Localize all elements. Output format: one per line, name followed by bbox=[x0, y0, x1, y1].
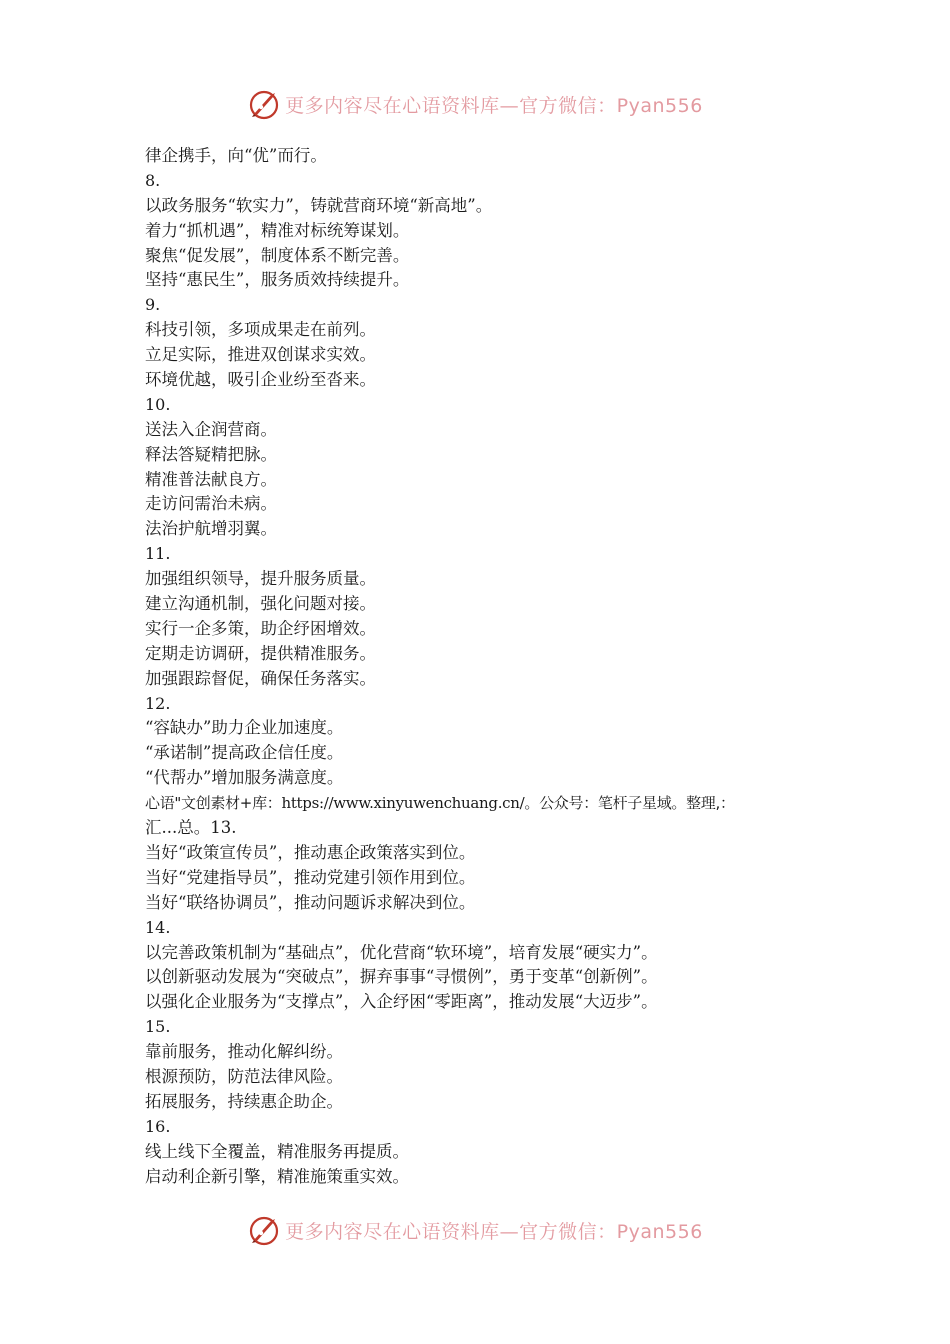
text-line: 当好“党建指导员”，推动党建引领作用到位。 bbox=[145, 867, 476, 887]
section-number: 10. bbox=[145, 394, 171, 414]
note-suffix: 。公众号：笔杆子星域。整理,： bbox=[524, 794, 735, 813]
section-number: 11. bbox=[145, 544, 171, 564]
text-line: 坚持“惠民生”，服务质效持续提升。 bbox=[145, 270, 410, 290]
section-number: 12. bbox=[145, 693, 171, 713]
section-number: 9. bbox=[145, 295, 161, 315]
section-number: 14. bbox=[145, 917, 171, 937]
text-line: 以政务服务“软实力”，铸就营商环境“新高地”。 bbox=[145, 195, 493, 215]
text-line: 律企携手，向“优”而行。 bbox=[145, 146, 327, 165]
text-line: 根源预防，防范法律风险。 bbox=[145, 1066, 343, 1086]
wechat-id: Pyan556 bbox=[616, 1220, 703, 1243]
wechat-id: Pyan556 bbox=[616, 94, 703, 117]
text-line: 加强跟踪督促，确保任务落实。 bbox=[145, 668, 376, 688]
note-prefix: 心语"文创素材+库： bbox=[145, 794, 282, 813]
text-line: 精准普法献良方。 bbox=[145, 469, 277, 489]
text-line: 定期走访调研，提供精准服务。 bbox=[145, 643, 376, 663]
text-line: 建立沟通机制，强化问题对接。 bbox=[145, 594, 376, 614]
text-line: “容缺办”助力企业加速度。 bbox=[145, 718, 344, 738]
text-line: 着力“抓机遇”，精准对标统筹谋划。 bbox=[145, 220, 410, 240]
text-line: 以完善政策机制为“基础点”，优化营商“软环境”，培育发展“硬实力”。 bbox=[145, 942, 658, 962]
banner-text: 更多内容尽在心语资料库—官方微信：Pyan556 bbox=[285, 94, 703, 117]
text-line: 环境优越，吸引企业纷至沓来。 bbox=[145, 370, 376, 390]
section-number: 8. bbox=[145, 170, 161, 190]
text-line: “代帮办”增加服务满意度。 bbox=[145, 768, 344, 788]
text-line: 线上线下全覆盖，精准服务再提质。 bbox=[145, 1141, 409, 1161]
section-number: 15. bbox=[145, 1017, 171, 1037]
footer-banner bbox=[0, 1212, 950, 1248]
pen-logo-icon bbox=[247, 1213, 281, 1247]
text-line: 当好“政策宣传员”，推动惠企政策落实到位。 bbox=[145, 842, 476, 862]
text-line: 送法入企润营商。 bbox=[145, 419, 277, 439]
text-line: 拓展服务，持续惠企助企。 bbox=[145, 1091, 343, 1111]
text-line: 加强组织领导，提升服务质量。 bbox=[145, 569, 376, 589]
text-line: 汇...总。13. bbox=[145, 818, 237, 838]
text-line: 靠前服务，推动化解纠纷。 bbox=[145, 1042, 343, 1062]
text-line: 立足实际，推进双创谋求实效。 bbox=[145, 345, 376, 365]
note-url: https://www.xinyuwenchuang.cn/ bbox=[281, 794, 525, 813]
source-note bbox=[145, 791, 825, 816]
pen-logo-icon bbox=[247, 87, 281, 121]
text-line: 法治护航增羽翼。 bbox=[145, 519, 277, 539]
text-line: 聚焦“促发展”，制度体系不断完善。 bbox=[145, 245, 410, 265]
section-number: 16. bbox=[145, 1116, 171, 1136]
banner-text: 更多内容尽在心语资料库—官方微信：Pyan556 bbox=[285, 1220, 703, 1243]
text-line: 走访问需治未病。 bbox=[145, 494, 277, 514]
text-line: 释法答疑精把脉。 bbox=[145, 444, 277, 464]
text-line: 实行一企多策，助企纾困增效。 bbox=[145, 618, 376, 638]
text-line: 科技引领，多项成果走在前列。 bbox=[145, 320, 376, 340]
text-line: 以强化企业服务为“支撑点”，入企纾困“零距离”，推动发展“大迈步”。 bbox=[145, 992, 658, 1012]
text-line: 当好“联络协调员”，推动问题诉求解决到位。 bbox=[145, 892, 476, 912]
text-line: 以创新驱动发展为“突破点”，摒弃事事“寻惯例”，勇于变革“创新例”。 bbox=[145, 967, 658, 987]
text-line: “承诺制”提高政企信任度。 bbox=[145, 743, 344, 763]
text-line: 启动利企新引擎，精准施策重实效。 bbox=[145, 1166, 409, 1186]
document-body bbox=[145, 144, 825, 1189]
header-banner bbox=[0, 86, 950, 122]
